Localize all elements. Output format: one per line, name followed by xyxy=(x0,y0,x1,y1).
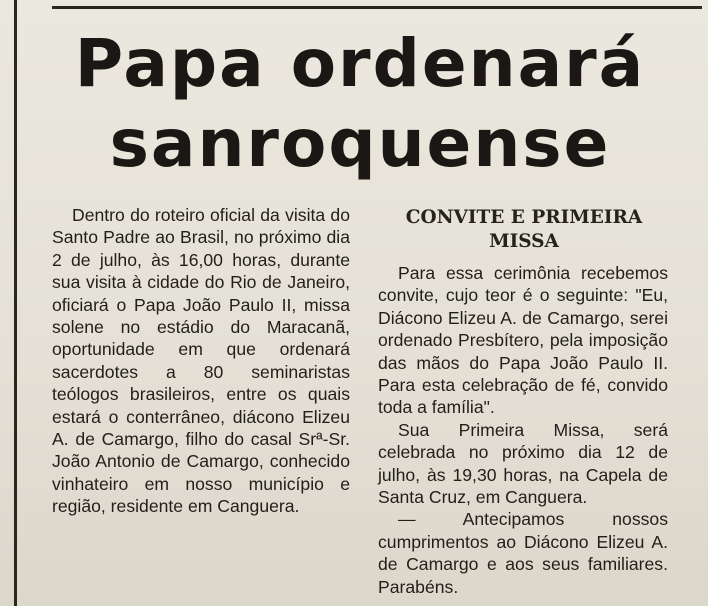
left-column xyxy=(52,204,350,518)
right-paragraph-3: — Antecipamos nossos cumprimentos ao Diácono Elizeu A. de Camargo e aos seus familiares. Parabéns. xyxy=(378,509,668,597)
right-column xyxy=(378,262,668,598)
right-paragraph-2: Sua Primeira Missa, será celebrada no próximo dia 12 de julho, às 19,30 horas, na Capela de Santa Cruz, em Canguera. xyxy=(378,419,668,508)
subhead: CONVITE E PRIMEIRA MISSA xyxy=(405,207,643,252)
left-column-rule xyxy=(14,0,17,606)
headline: Papa ordenará sanroquense xyxy=(74,25,646,182)
left-paragraph-1: Dentro do roteiro oficial da visita do Santo Padre ao Brasil, no próximo dia 2 de julho, às 16,00 horas, durante sua visita à cidade do Rio de Janeiro, oficiará o Papa João Paulo II, missa solene no estádio do Maracanã, oportunidade em que ordenará sacerdotes a 80 seminaristas teólogos brasileiros, entre os quais estará o conterrâneo, diácono Elizeu A. de Camargo, filho do casal Srª-Sr. João Antonio de Camargo, conhecido vinhateiro em nosso município e região, residente em Canguera. xyxy=(52,205,350,517)
right-paragraph-1: Para essa cerimônia recebemos convite, cujo teor é o seguinte: "Eu, Diácono Elizeu A. de Camargo, serei ordenado Presbítero, pela imposição das mãos do Papa João Paulo II. Para esta celebração de fé, convido toda a família". xyxy=(378,263,668,418)
top-rule xyxy=(52,6,702,9)
